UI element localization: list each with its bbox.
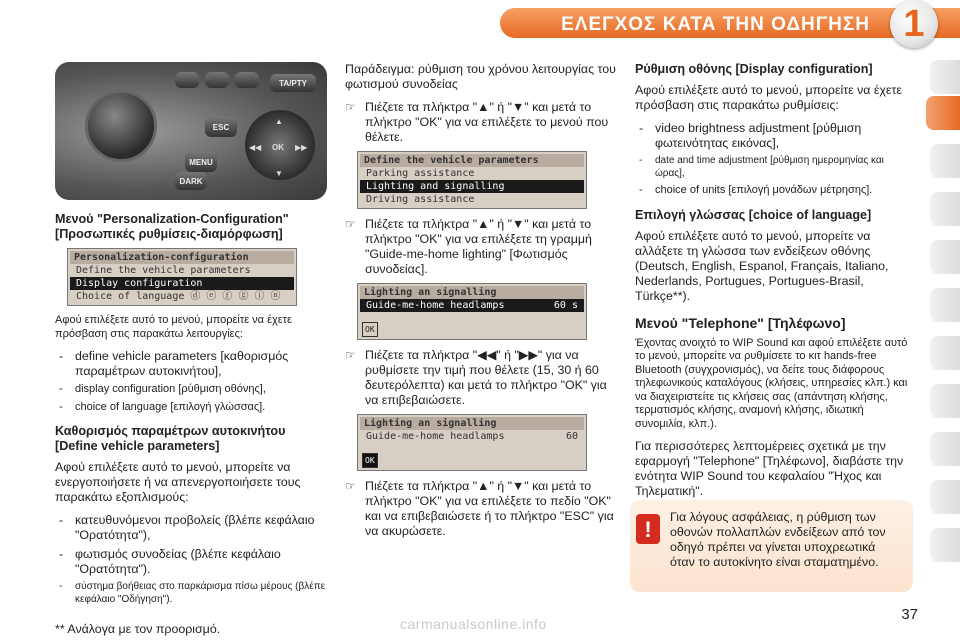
- list-item: - video brightness adjustment [ρύθμιση φωτεινότητας εικόνας],: [635, 121, 913, 151]
- arrow-right-icon: ▶▶: [295, 143, 308, 152]
- control-panel-photo: [55, 62, 327, 200]
- screen-row-selected: [360, 299, 584, 312]
- screen-lighting-2: [357, 414, 587, 471]
- telephone-more-text: Για περισσότερες λεπτομέρειες σχετικά με την εφαρμογή "Telephone" [Τηλέφωνο], διαβάστε την ενότητα WIP Sound του κεφαλαίου "Ήχος και Τηλεματική".: [635, 439, 904, 498]
- list-item: - display configuration [ρύθμιση οθόνης],: [55, 383, 330, 397]
- watermark: carmanualsonline.info: [400, 616, 547, 632]
- screen-row-label: Guide-me-home headlamps: [366, 431, 505, 442]
- dark-button: DARK: [175, 172, 207, 190]
- ta-pty-button: TA/PTY: [270, 74, 316, 92]
- section-title-vehicle-params: Καθορισμός παραμέτρων αυτοκινήτου [Define vehicle parameters]: [55, 424, 286, 453]
- screen-row: Define the vehicle parameters: [76, 265, 251, 276]
- warning-icon: !: [636, 514, 660, 544]
- footnote: ** Ανάλογα με τον προορισμό.: [55, 622, 221, 636]
- arrow-left-icon: ◀◀: [249, 143, 262, 152]
- list-item: - φωτισμός συνοδείας (βλέπε κεφάλαιο "Ορατότητα").: [55, 547, 330, 577]
- screen-row: [360, 430, 584, 443]
- list-item: - choice of language [επιλογή γλώσσας].: [55, 401, 330, 415]
- list-item: - σύστημα βοήθειας στο παρκάρισμα πίσω μέρους (βλέπε κεφάλαιο "Οδήγηση").: [55, 581, 330, 606]
- screen-row: Parking assistance: [366, 168, 475, 179]
- column-2: [345, 62, 620, 543]
- page-title: ΕΛΕΓΧΟΣ ΚΑΤΑ ΤΗΝ ΟΔΗΓΗΣΗ: [561, 14, 870, 35]
- side-tab-6[interactable]: [930, 336, 960, 370]
- personalization-list: [55, 349, 330, 414]
- step-1: ☞ Πιέζετε τα πλήκτρα "▲" ή "▼" και μετά το πλήκτρο "OK" για να επιλέξετε το μενού που θέλετε.: [345, 100, 620, 145]
- top-button: [175, 72, 199, 88]
- list-item: - date and time adjustment [ρύθμιση ημερομηνίας και ώρας],: [635, 155, 913, 180]
- page-number: 37: [901, 606, 918, 623]
- side-tab-3[interactable]: [930, 192, 960, 226]
- side-tab-2[interactable]: [930, 144, 960, 178]
- screen-title: Lighting an signalling: [360, 417, 584, 430]
- screen-row-label: Guide-me-home headlamps: [366, 300, 505, 311]
- arrow-down-icon: ▼: [275, 169, 283, 178]
- screen-ok-box-selected: OK: [362, 453, 378, 468]
- screen-row-selected: Lighting and signalling: [360, 180, 584, 193]
- top-button-2: [205, 72, 229, 88]
- column-3: [635, 62, 913, 507]
- section-title-display: Ρύθμιση οθόνης [Display configuration]: [635, 62, 873, 76]
- section-title-personalization: Μενού "Personalization-Configuration" [Προσωπικές ρυθμίσεις-διαμόρφωση]: [55, 212, 289, 241]
- steps-list: [345, 479, 620, 539]
- display-intro: Αφού επιλέξετε αυτό το μενού, μπορείτε να έχετε πρόσβαση στις παρακάτω ρυθμίσεις:: [635, 83, 902, 112]
- top-button-3: [235, 72, 259, 88]
- screen-ok-box: OK: [362, 322, 378, 337]
- side-tab-5[interactable]: [930, 288, 960, 322]
- steps-list: [345, 100, 620, 145]
- side-tab-10[interactable]: [930, 528, 960, 562]
- personalization-intro: Αφού επιλέξετε αυτό το μενού, μπορείτε να έχετε πρόσβαση στις παρακάτω λειτουργίες:: [55, 314, 292, 340]
- step-2: ☞ Πιέζετε τα πλήκτρα "▲" ή "▼" και μετά το πλήκτρο "OK" για να επιλέξετε τη γραμμή "Guide-me-home lighting" [Φωτισμός συνοδείας].: [345, 217, 620, 277]
- vehicle-params-list: [55, 513, 330, 606]
- screen-row: Driving assistance: [366, 194, 475, 205]
- column-1: [55, 62, 330, 640]
- example-intro: Παράδειγμα: ρύθμιση του χρόνου λειτουργίας του φωτισμού συνοδείας: [345, 62, 616, 91]
- screen-vehicle-params: [357, 151, 587, 209]
- screen-personalization: [67, 248, 297, 306]
- screen-row-value: 60: [565, 431, 578, 442]
- page-header: [0, 0, 960, 48]
- side-tab-active[interactable]: [926, 96, 960, 130]
- list-item: - define vehicle parameters [καθορισμός παραμέτρων αυτοκινήτου],: [55, 349, 330, 379]
- menu-button: MENU: [185, 152, 217, 172]
- screen-title: Lighting an signalling: [360, 286, 584, 299]
- telephone-text: Έχοντας ανοιχτό το WIP Sound και αφού επιλέξετε αυτό το μενού, μπορείτε να ρυθμίσετε το κιτ hands-free Bluetooth (συγχρονισμός), να δείτε τους διάφορους τηλεφωνικούς καταλόγους (κλήσεις, υπηρεσίες κλπ.) και να διαχειριστείτε τις κλήσεις σας (απάντηση κλήσης, τερματισμός κλήσης, αναμονή κλήσης, ιδιωτική συνομιλία, κλπ.).: [635, 336, 908, 430]
- ok-button-label: OK: [272, 143, 284, 152]
- step-4: ☞ Πιέζετε τα πλήκτρα "▲" ή "▼" και μετά το πλήκτρο "OK" για να επιλέξετε το πεδίο "OK" και να επιβεβαιώσετε ή το πλήκτρο "ESC" για να ακυρώσετε.: [345, 479, 620, 539]
- chapter-number-badge: 1: [890, 0, 938, 48]
- chapter-side-tabs: [924, 60, 960, 580]
- side-tab-4[interactable]: [930, 240, 960, 274]
- side-tab-8[interactable]: [930, 432, 960, 466]
- list-item: - κατευθυνόμενοι προβολείς (βλέπε κεφάλαιο "Ορατότητα"),: [55, 513, 330, 543]
- section-title-language: Επιλογή γλώσσας [choice of language]: [635, 207, 872, 222]
- screen-title: Personalization-configuration: [70, 251, 294, 264]
- steps-list: [345, 217, 620, 277]
- language-text: Αφού επιλέξετε αυτό το μενού, μπορείτε να αλλάξετε τη γλώσσα των ενδείξεων οθόνης (Deutsch, English, Espanol, Français, Italiano, Nederlands, Portugues, Portugues-Brasil, Türkçe**).: [635, 228, 889, 303]
- volume-knob: [85, 90, 157, 162]
- esc-button: ESC: [205, 117, 237, 137]
- screen-row: Choice of language ⓓ ⓔ ⓕ ⓖ ⓘ ⓝ: [76, 291, 281, 302]
- navigation-dpad: [245, 110, 315, 180]
- steps-list: [345, 348, 620, 408]
- screen-lighting-1: [357, 283, 587, 340]
- side-tab-9[interactable]: [930, 480, 960, 514]
- safety-warning-box: [630, 500, 913, 592]
- side-tab-7[interactable]: [930, 384, 960, 418]
- screen-row-value: 60 s: [553, 300, 578, 311]
- screen-title: Define the vehicle parameters: [360, 154, 584, 167]
- arrow-up-icon: ▲: [275, 117, 283, 126]
- step-3: ☞ Πιέζετε τα πλήκτρα "◀◀" ή "▶▶" για να ρυθμίσετε την τιμή που θέλετε (15, 30 ή 60 δευτερόλεπτα) και μετά το πλήκτρο "OK" για να επιβεβαιώσετε.: [345, 348, 620, 408]
- vehicle-params-intro: Αφού επιλέξετε αυτό το μενού, μπορείτε να ενεργοποιήσετε ή να απενεργοποιήσετε τους παρακάτω εξοπλισμούς:: [55, 460, 301, 504]
- section-title-telephone: Μενού "Telephone" [Τηλέφωνο]: [635, 314, 846, 331]
- side-tab-1[interactable]: [930, 60, 960, 94]
- screen-row-selected: Display configuration: [70, 277, 294, 290]
- display-list: [635, 121, 913, 198]
- list-item: - choice of units [επιλογή μονάδων μέτρησης].: [635, 184, 913, 198]
- warning-text: Για λόγους ασφάλειας, η ρύθμιση των οθονών πολλαπλών ενδείξεων από τον οδηγό πρέπει να γίνεται υποχρεωτικά όταν το αυτοκίνητο είναι σταματημένο.: [670, 510, 886, 569]
